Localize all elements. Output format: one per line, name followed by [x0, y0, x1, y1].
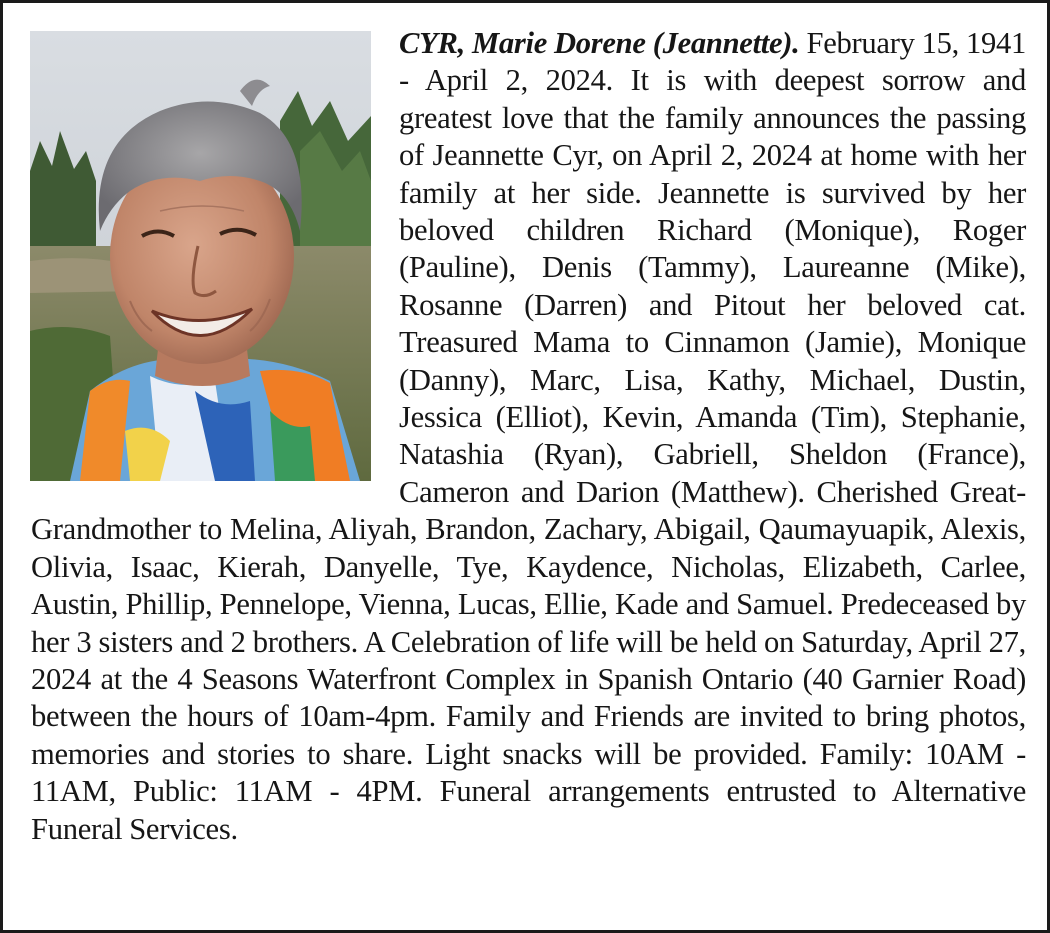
portrait-photo — [30, 31, 371, 481]
obituary-body: February 15, 1941 - April 2, 2024. It is with deepest sorrow and greatest love that the family announces the passing of Jeannette Cyr, on April 2, 2024 at home with her family at her side. Jeannette is survived by her beloved children Richard (Monique), Roger (Pauline), Denis (Tammy), Laureanne (Mike), Rosanne (Darren) and Pitout her beloved cat. Treasured Mama to Cinnamon (Jamie), Monique (Danny), Marc, Lisa, Kathy, Michael, Dustin, Jessica (Elliot), Kevin, Amanda (Tim), Stephanie, Natashia (Ryan), Gabriell, Sheldon (France), Cameron and Darion (Matthew). Cherished Great-Grandmother to Melina, Aliyah, Brandon, Zachary, Abigail, Qaumayuapik, Alexis, Olivia, Isaac, Kierah, Danyelle, Tye, Kaydence, Nicholas, Elizabeth, Carlee, Austin, Phillip, Pennelope, Vienna, Lucas, Ellie, Kade and Samuel. Predeceased by her 3 sisters and 2 brothers. A Celebration of life will be held on Saturday, April 27, 2024 at the 4 Seasons Waterfront Complex in Spanish Ontario (40 Garnier Road) between the hours of 10am-4pm. Family and Friends are invited to bring photos, memories and stories to share. Light snacks will be provided. Family: 10AM - 11AM, Public: 11AM - 4PM. Funeral arrangements entrusted to Alternative Funeral Services. — [31, 26, 1026, 846]
portrait-image — [30, 31, 371, 481]
deceased-name: CYR, Marie Dorene (Jeannette). — [399, 26, 807, 60]
